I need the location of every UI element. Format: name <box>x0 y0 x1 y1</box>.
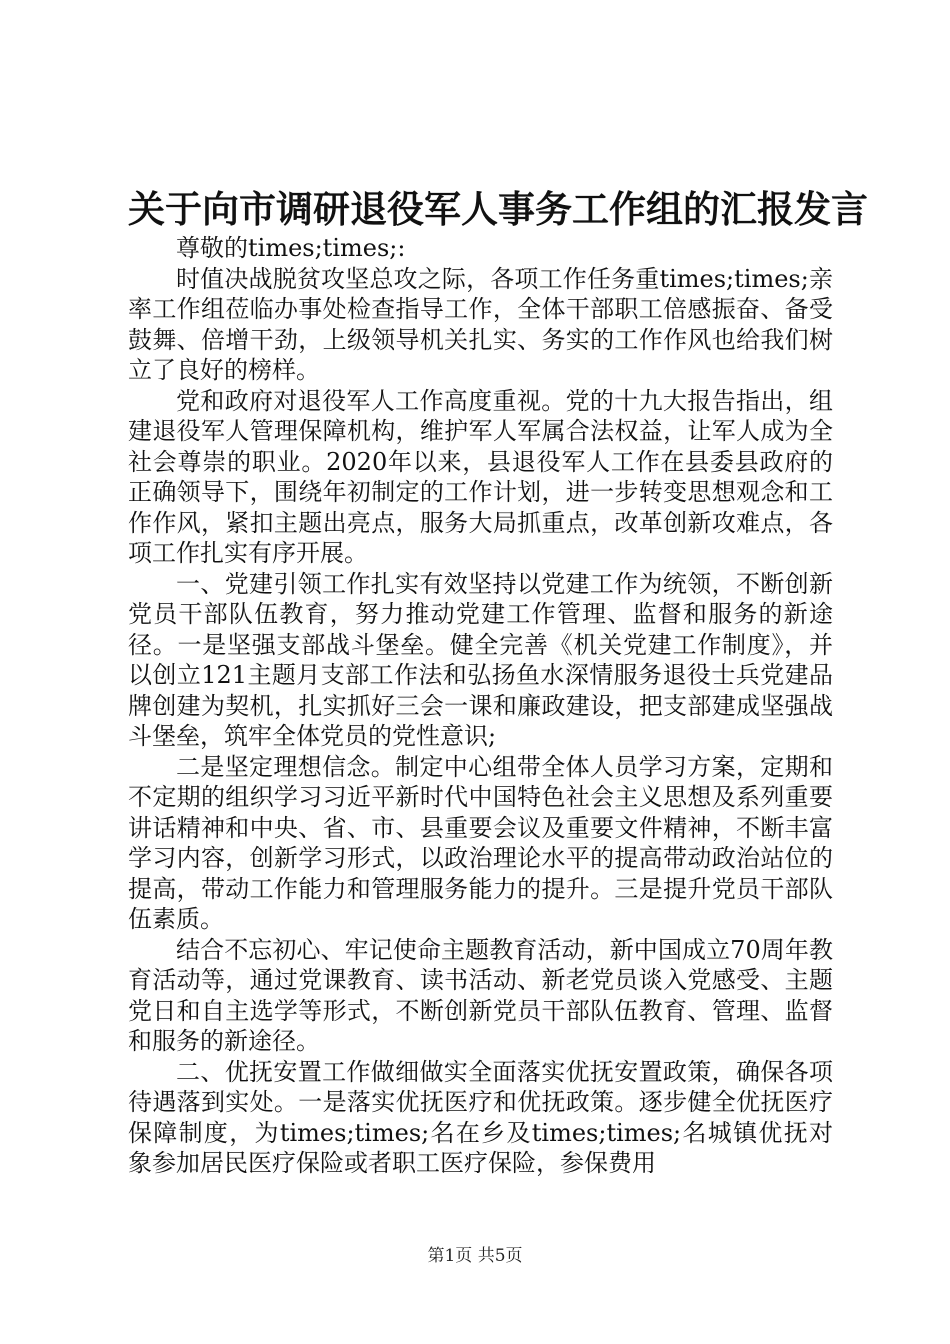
body-paragraph: 二、优抚安置工作做细做实全面落实优抚安置政策，确保各项待遇落到实处。一是落实优抚医疗和优抚政策。逐步健全优抚医疗保障制度，为times;times;名在乡及times;times;名城镇优抚对象参加居民医疗保险或者职工医疗保险，参保费用 <box>128 1057 833 1177</box>
body-paragraph: 时值决战脱贫攻坚总攻之际，各项工作任务重times;times;亲率工作组莅临办事处检查指导工作，全体干部职工倍感振奋、备受鼓舞、倍增干劲，上级领导机关扎实、务实的工作作风也给我们树立了良好的榜样。 <box>128 264 833 384</box>
greeting-paragraph: 尊敬的times;times;: <box>176 234 406 262</box>
body-paragraph: 二是坚定理想信念。制定中心组带全体人员学习方案，定期和不定期的组织学习习近平新时代中国特色社会主义思想及系列重要讲话精神和中央、省、市、县重要会议及重要文件精神，不断丰富学习内容，创新学习形式，以政治理论水平的提高带动政治站位的提高，带动工作能力和管理服务能力的提升。三是提升党员干部队伍素质。 <box>128 752 833 933</box>
body-paragraph: 一、党建引领工作扎实有效坚持以党建工作为统领，不断创新党员干部队伍教育，努力推动党建工作管理、监督和服务的新途径。一是坚强支部战斗堡垒。健全完善《机关党建工作制度》，并以创立121主题月支部工作法和弘扬鱼水深情服务退役士兵党建品牌创建为契机，扎实抓好三会一课和廉政建设，把支部建成坚强战斗堡垒，筑牢全体党员的党性意识; <box>128 569 833 750</box>
document-body <box>128 233 833 1179</box>
body-paragraph: 结合不忘初心、牢记使命主题教育活动，新中国成立70周年教育活动等，通过党课教育、读书活动、新老党员谈入党感受、主题党日和自主选学等形式，不断创新党员干部队伍教育、管理、监督和服务的新途径。 <box>128 935 833 1055</box>
document-title: 关于向市调研退役军人事务工作组的汇报发言 <box>128 187 868 231</box>
body-paragraph: 党和政府对退役军人工作高度重视。党的十九大报告指出，组建退役军人管理保障机构，维护军人军属合法权益，让军人成为全社会尊崇的职业。2020年以来，县退役军人工作在县委县政府的正确领导下，围绕年初制定的工作计划，进一步转变思想观念和工作作风，紧扣主题出亮点，服务大局抓重点，改革创新攻难点，各项工作扎实有序开展。 <box>128 386 833 567</box>
page-footer: 第1页 共5页 <box>427 1246 523 1266</box>
